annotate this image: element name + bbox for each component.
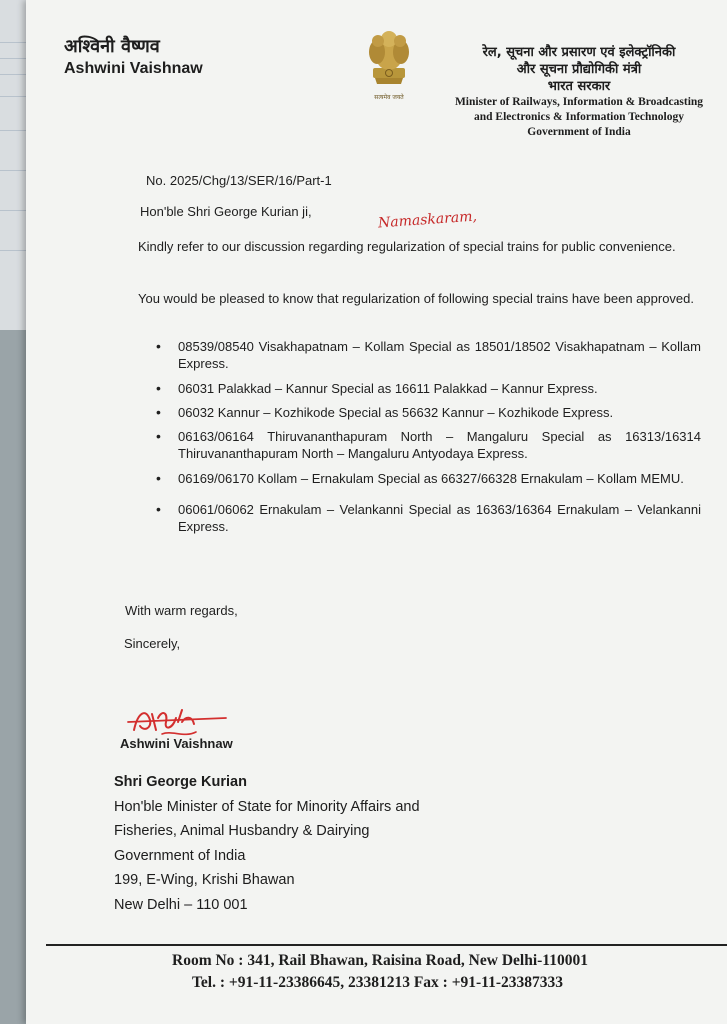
recipient-address (114, 770, 420, 917)
salutation: Hon'ble Shri George Kurian ji, (140, 204, 312, 219)
minister-name-english: Ashwini Vaishnaw (64, 60, 203, 77)
train-item: • 08539/08540 Visakhapatnam – Kollam Special as 18501/18502 Visakhapatnam – Kollam Express. (146, 338, 701, 372)
recipient-line4: 199, E-Wing, Krishi Bhawan (114, 872, 295, 888)
paragraph-discussion: Kindly refer to our discussion regarding regularization of special trains for public convenience. (138, 239, 676, 254)
footer-address: Room No : 341, Rail Bhawan, Raisina Road, New Delhi-110001 (172, 952, 588, 969)
recipient-line1: Hon'ble Minister of State for Minority Affairs and (114, 798, 420, 815)
title-english-line3: Government of India (527, 126, 631, 138)
train-item: • 06163/06164 Thiruvananthapuram North – Mangaluru Special as 16313/16314 Thiruvananthapuram North – Mangaluru Antyodaya Express. (146, 428, 701, 462)
title-english-line1: Minister of Railways, Information & Broadcasting (454, 96, 704, 108)
train-item: • 06031 Palakkad – Kannur Special as 16611 Palakkad – Kannur Express. (146, 380, 701, 397)
title-english-line2: and Electronics & Information Technology (474, 111, 684, 123)
train-item: • 06169/06170 Kollam – Ernakulam Special as 66327/66328 Ernakulam – Kollam MEMU. (146, 470, 701, 487)
recipient-line3: Government of India (114, 847, 246, 864)
recipient-name: Shri George Kurian (114, 774, 247, 790)
reference-number: No. 2025/Chg/13/SER/16/Part-1 (146, 173, 332, 188)
signer-name: Ashwini Vaishnaw (120, 736, 233, 751)
minister-title-block (444, 44, 714, 140)
handwritten-greeting: Namaskaram, (377, 208, 478, 232)
title-hindi-line3: भारत सरकार (547, 79, 611, 94)
recipient-line5: New Delhi – 110 001 (114, 896, 248, 913)
train-list (146, 338, 701, 542)
emblem-motto: सत्यमेव जयते (374, 94, 404, 101)
footer-contact (146, 950, 726, 994)
state-emblem (359, 24, 419, 101)
closing-regards: With warm regards, (125, 603, 238, 618)
closing-sincerely: Sincerely, (124, 636, 181, 651)
train-item: • 06032 Kannur – Kozhikode Special as 56632 Kannur – Kozhikode Express. (146, 404, 701, 421)
footer-phone-fax: Tel. : +91-11-23386645, 23381213 Fax : +91-11-23387333 (192, 974, 563, 991)
lion-capital-icon (359, 24, 419, 96)
letter-page (26, 0, 727, 1024)
train-item: • 06061/06062 Ernakulam – Velankanni Special as 16363/16364 Ernakulam – Velankanni Express. (146, 501, 701, 535)
title-hindi-line1: रेल, सूचना और प्रसारण एवं इलेक्ट्रॉनिकी (482, 45, 676, 60)
footer-divider (46, 944, 727, 946)
paragraph-approval: You would be pleased to know that regularization of following special trains have been approved. (138, 291, 694, 306)
minister-name-hindi: अश्विनी वैष्णव (64, 36, 160, 57)
title-hindi-line2: और सूचना प्रौद्योगिकी मंत्री (516, 62, 642, 77)
recipient-line2: Fisheries, Animal Husbandry & Dairying (114, 823, 370, 839)
